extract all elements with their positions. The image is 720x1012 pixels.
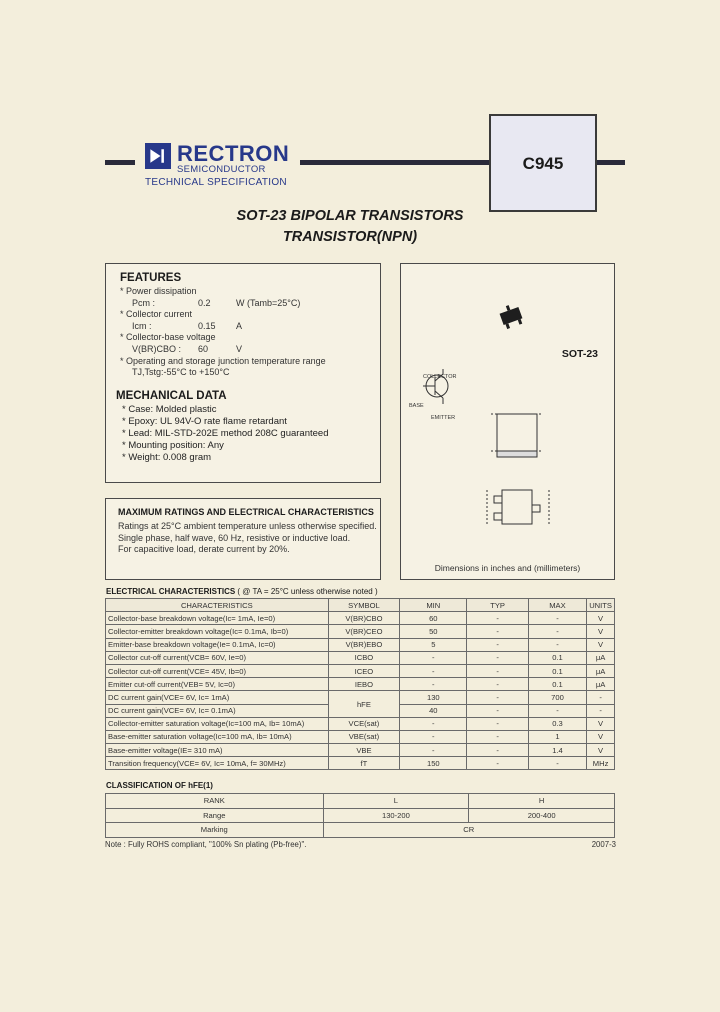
table-row: Emitter cut-off current(VEB= 5V, Ic=0) IEBO - - 0.1 μA — [106, 678, 615, 691]
table-row: Collector cut-off current(VCB= 60V, Ie=0) ICBO - - 0.1 μA — [106, 651, 615, 664]
table-row: Marking CR — [106, 823, 615, 838]
mech-item: * Epoxy: UL 94V-O rate flame retardant — [122, 416, 287, 427]
features-list — [120, 286, 375, 379]
header-rule-left — [105, 160, 135, 165]
package-panel — [400, 263, 615, 580]
max-ratings-notes: Ratings at 25°C ambient temperature unless otherwise specified. Single phase, half wave, 60 Hz, resistive or inductive load. For capacitive load, derate current by 20%. — [118, 521, 377, 555]
electrical-characteristics-table — [105, 598, 615, 770]
classification-table — [105, 793, 615, 838]
feature-item: * Collector current Icm : 0.15 A — [120, 309, 243, 331]
table-row: DC current gain(VCE= 6V, Ic= 1mA) hFE 130 - 700 - — [106, 691, 615, 704]
mechanical-data-list — [122, 404, 329, 464]
pin-label-base: BASE — [409, 403, 424, 409]
mech-item: * Mounting position: Any — [122, 440, 224, 451]
feature-item: * Operating and storage junction temperature range TJ,Tstg:-55°C to +150°C — [120, 355, 326, 378]
table-row: Range 130-200 200-400 — [106, 808, 615, 823]
ec-title: ELECTRICAL CHARACTERISTICS ( @ TA = 25°C unless otherwise noted ) — [106, 587, 378, 596]
brand-name: RECTRON — [177, 141, 290, 166]
side-view-outline-icon — [491, 414, 543, 457]
header-rule-mid — [300, 160, 489, 165]
pin-label-collector: COLLECTOR — [423, 374, 457, 380]
table-row: Transition frequency(VCE= 6V, Ic= 10mA, f= 30MHz) fT 150 - - MHz — [106, 757, 615, 770]
technical-specification: TECHNICAL SPECIFICATION — [145, 177, 287, 188]
footer-date: 2007-3 — [591, 840, 616, 849]
table-row: RANK L H — [106, 794, 615, 809]
max-ratings-panel — [105, 498, 381, 580]
table-row: Collector-base breakdown voltage(Ic= 1mA, Ie=0) V(BR)CBO 60 - - V — [106, 612, 615, 625]
table-row: Base-emitter voltage(IE= 310 mA) VBE - - 1.4 V — [106, 744, 615, 757]
features-heading: FEATURES — [120, 272, 182, 284]
feature-item: * Power dissipation Pcm : 0.2 W (Tamb=25°C) — [120, 286, 301, 308]
mech-item: * Lead: MIL-STD-202E method 208C guaranteed — [122, 428, 329, 439]
doc-title: SOT-23 BIPOLAR TRANSISTORS — [236, 208, 464, 224]
package-drawing — [401, 264, 616, 581]
brand-subtitle: SEMICONDUCTOR — [177, 164, 266, 175]
table-header-row: CHARACTERISTICS SYMBOL MIN TYP MAX UNITS — [106, 599, 615, 612]
mech-item: * Weight: 0.008 gram — [122, 452, 212, 463]
mech-item: * Case: Molded plastic — [122, 404, 217, 415]
rectron-logo-icon — [145, 143, 171, 169]
table-row: Collector cut-off current(VCE= 45V, Ib=0) ICEO - - 0.1 μA — [106, 664, 615, 677]
table-row: Collector-emitter saturation voltage(Ic=100 mA, Ib= 10mA) VCE(sat) - - 0.3 V — [106, 717, 615, 730]
table-row: Emitter-base breakdown voltage(Ie= 0.1mA, Ic=0) V(BR)EBO 5 - - V — [106, 638, 615, 651]
table-row: Base-emitter saturation voltage(Ic=100 mA, Ib= 10mA) VBE(sat) - - 1 V — [106, 730, 615, 743]
marking-code: CR — [323, 823, 614, 838]
mechanical-data-heading: MECHANICAL DATA — [116, 390, 227, 402]
feature-item: * Collector-base voltage V(BR)CBO : 60 V — [120, 332, 243, 354]
table-row: Collector-emitter breakdown voltage(Ic= 0.1mA, Ib=0) V(BR)CEO 50 - - V — [106, 625, 615, 638]
classification-title: CLASSIFICATION OF hFE(1) — [106, 781, 213, 790]
part-number-box — [489, 114, 597, 212]
dimensions-note: Dimensions in inches and (millimeters) — [434, 563, 581, 573]
top-view-outline-icon — [487, 490, 549, 524]
max-ratings-heading: MAXIMUM RATINGS AND ELECTRICAL CHARACTERISTICS — [118, 507, 374, 517]
header-rule-right — [597, 160, 625, 165]
features-panel — [105, 263, 381, 483]
doc-subtitle: TRANSISTOR(NPN) — [282, 229, 418, 245]
part-number: C945 — [522, 154, 564, 173]
hfe-symbol: hFE — [328, 691, 400, 717]
package-label: SOT-23 — [561, 348, 598, 360]
table-row: DC current gain(VCE= 6V, Ic= 0.1mA) 40 - - - — [106, 704, 615, 717]
pin-label-emitter: EMITTER — [431, 415, 456, 421]
sot23-package-icon — [498, 302, 524, 330]
footer-note: Note : Fully ROHS compliant, "100% Sn plating (Pb-free)". — [105, 840, 307, 849]
